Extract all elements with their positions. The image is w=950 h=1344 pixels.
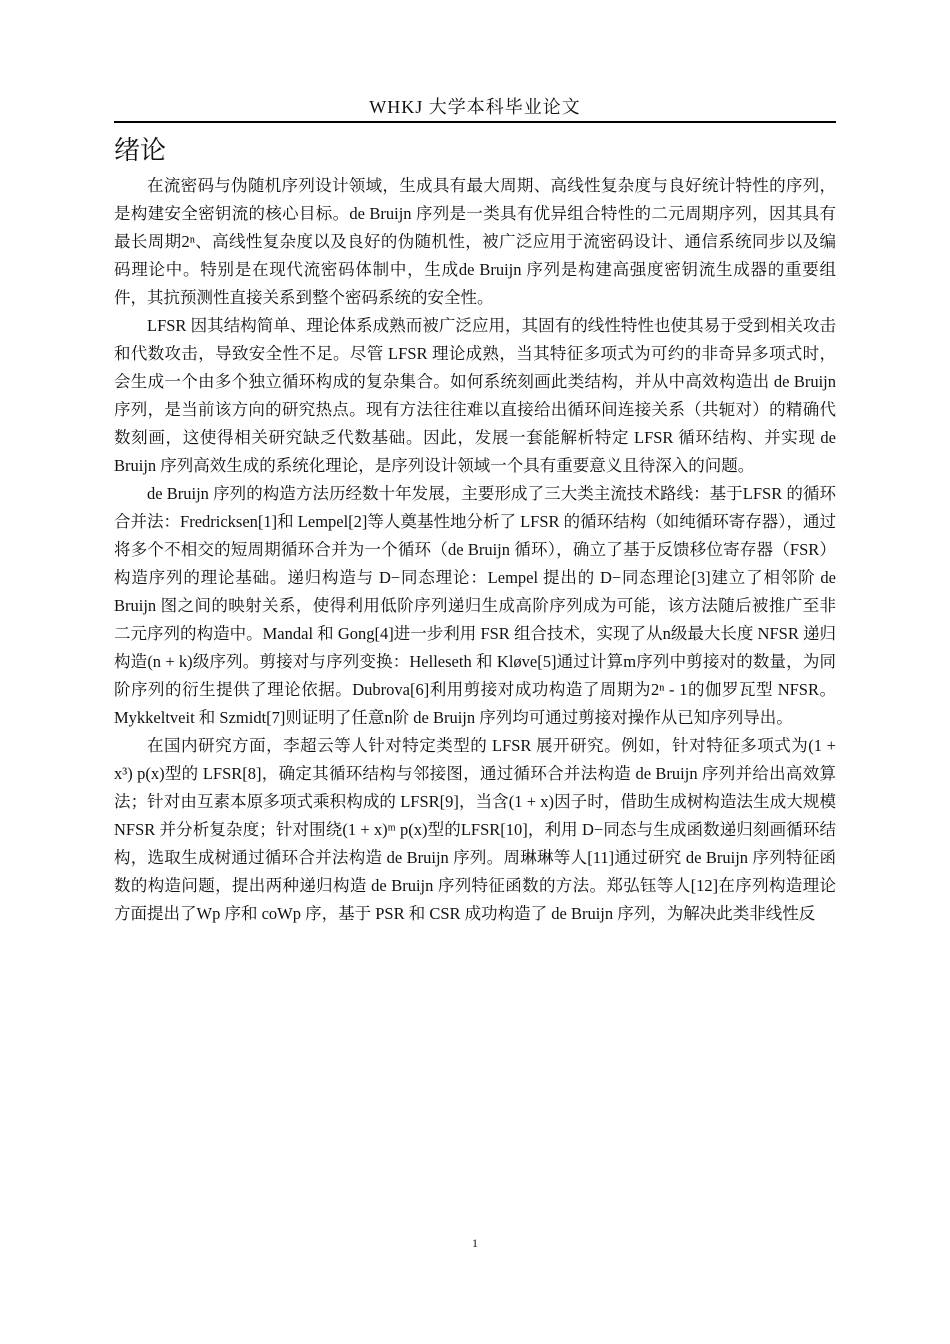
page-number: 1 xyxy=(472,1236,478,1250)
paragraph: 在国内研究方面，李超云等人针对特定类型的 LFSR 展开研究。例如，针对特征多项式为(1 + x³) p(x)型的 LFSR[8]，确定其循环结构与邻接图，通过循环合并法构造 de Bruijn 序列并给出高效算法；针对由互素本原多项式乘积构成的 LFSR[9]，当含(1 + x)因子时，借助生成树构造法生成大规模 NFSR 并分析复杂度；针对围绕(1 + x)ᵐ p(x)型的LFSR[10]，利用 D−同态与生成函数递归刻画循环结构，选取生成树通过循环合并法构造 de Bruijn 序列。周琳琳等人[11]通过研究 de Bruijn 序列特征函数的构造问题，提出两种递归构造 de Bruijn 序列特征函数的方法。郑弘钰等人[12]在序列构造理论方面提出了Wp 序和 coWp 序，基于 PSR 和 CSR 成功构造了 de Bruijn 序列，为解决此类非线性反 xyxy=(114,736,836,923)
paragraph: LFSR 因其结构简单、理论体系成熟而被广泛应用，其固有的线性特性也使其易于受到相关攻击和代数攻击，导致安全性不足。尽管 LFSR 理论成熟，当其特征多项式为可约的非奇异多项式时，会生成一个由多个独立循环构成的复杂集合。如何系统刻画此类结构，并从中高效构造出 de Bruijn 序列，是当前该方向的研究热点。现有方法往往难以直接给出循环间连接关系（共轭对）的精确代数刻画，这使得相关研究缺乏代数基础。因此，发展一套能解析特定 LFSR 循环结构、并实现 de Bruijn 序列高效生成的系统化理论，是序列设计领域一个具有重要意义且待深入的问题。 xyxy=(114,316,836,475)
running-header: WHKJ 大学本科毕业论文 xyxy=(369,97,581,117)
section-title: 绪论 xyxy=(114,136,167,166)
paragraph: de Bruijn 序列的构造方法历经数十年发展，主要形成了三大类主流技术路线：基于LFSR 的循环合并法：Fredricksen[1]和 Lempel[2]等人奠基性地分析了 LFSR 的循环结构（如纯循环寄存器），通过将多个不相交的短周期循环合并为一个循环（de Bruijn 循环），确立了基于反馈移位寄存器（FSR）构造序列的理论基础。递归构造与 D−同态理论：Lempel 提出的 D−同态理论[3]建立了相邻阶 de Bruijn 图之间的映射关系，使得利用低阶序列递归生成高阶序列成为可能，该方法随后被推广至非二元序列的构造中。Mandal 和 Gong[4]进一步利用 FSR 组合技术，实现了从n级最大长度 NFSR 递归构造(n + k)级序列。剪接对与序列变换：Helleseth 和 Kløve[5]通过计算m序列中剪接对的数量，为同阶序列的衍生提供了理论依据。Dubrova[6]利用剪接对成功构造了周期为2ⁿ - 1的伽罗瓦型 NFSR。Mykkeltveit 和 Szmidt[7]则证明了任意n阶 de Bruijn 序列均可通过剪接对操作从已知序列导出。 xyxy=(114,484,836,727)
paragraph: 在流密码与伪随机序列设计领域，生成具有最大周期、高线性复杂度与良好统计特性的序列，是构建安全密钥流的核心目标。de Bruijn 序列是一类具有优异组合特性的二元周期序列，因其具有最长周期2ⁿ、高线性复杂度以及良好的伪随机性，被广泛应用于流密码设计、通信系统同步以及编码理论中。特别是在现代流密码体制中，生成de Bruijn 序列是构建高强度密钥流生成器的重要组件，其抗预测性直接关系到整个密码系统的安全性。 xyxy=(114,176,836,307)
header-rule xyxy=(114,121,836,123)
body-text xyxy=(114,172,836,928)
